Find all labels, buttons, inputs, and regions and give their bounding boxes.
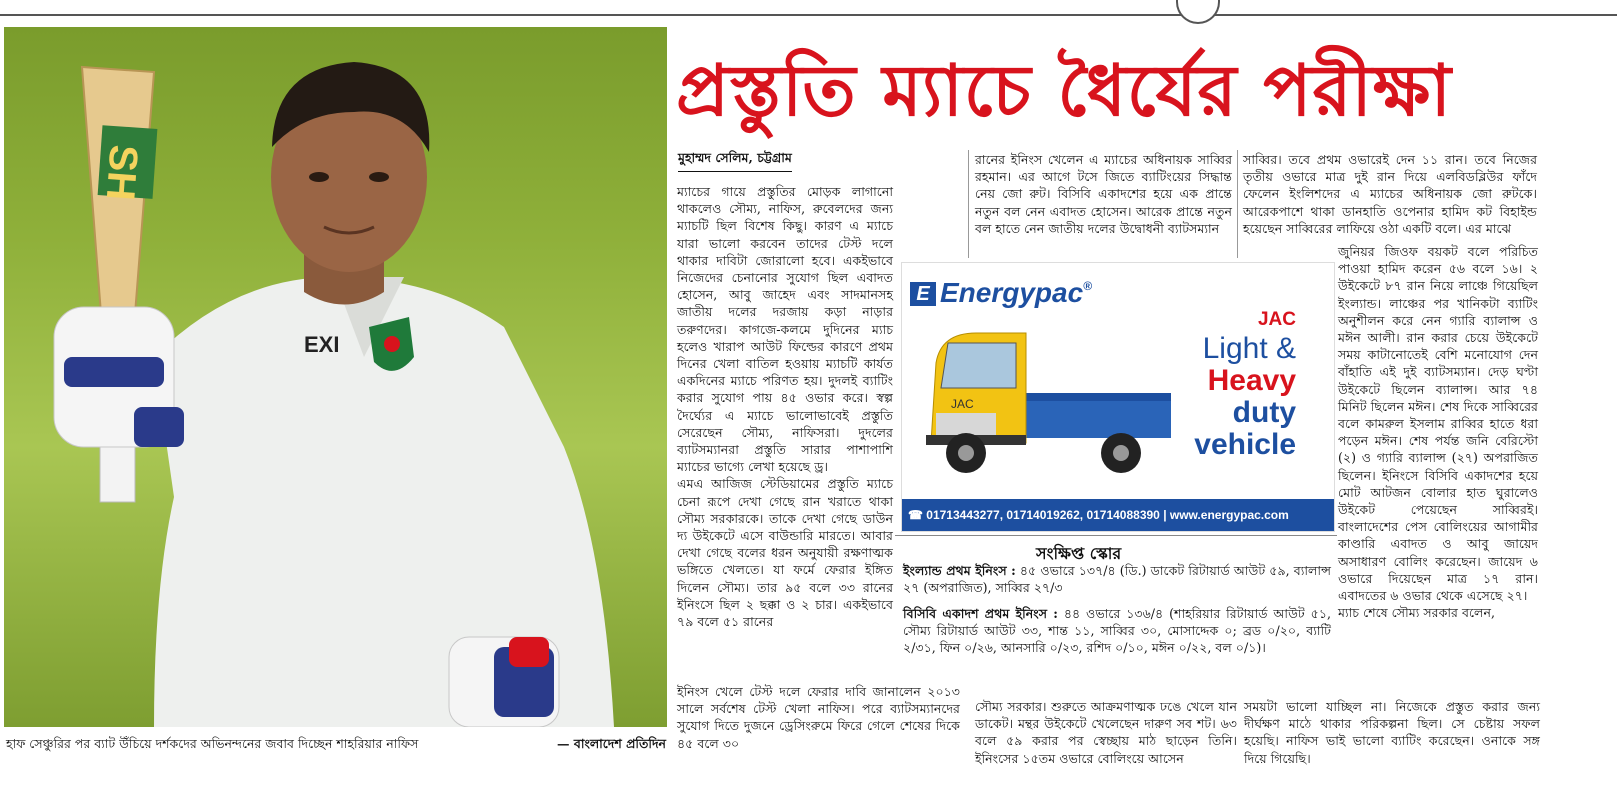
article-paragraph: সৌম্য সরকার। শুরুতে আক্রমণাত্মক ঢঙে খেলে যান ডাকেট। মন্থর উইকেটে খেলেছেন দারুণ সব শট। ৬৩ বলে ৫৯ করার পর স্বেচ্ছায় মাঠ ছাড়েন তিনি। ইনিংসের ১৫তম ওভারে বোলিংয়ে আসেন [975, 699, 1237, 766]
caption-text: হাফ সেঞ্চুরির পর ব্যাট উঁচিয়ে দর্শকদের অভিনন্দনের জবাব দিচ্ছেন শাহরিয়ার নাফিস [6, 736, 419, 751]
article-paragraph: ম্যাচ শেষে সৌম্য সরকার বলেন, [1338, 605, 1495, 621]
column-rule [1237, 150, 1238, 258]
article-column-1 [677, 183, 893, 630]
innings-label: ইংল্যান্ড প্রথম ইনিংস : [903, 563, 1016, 578]
brand-logo-icon: E [910, 282, 936, 306]
scorecard-title: সংক্ষিপ্ত স্কোর [1036, 544, 1122, 563]
ad-model: JAC [1257, 309, 1296, 330]
article-paragraph: ইনিংস খেলে টেস্ট দলে ফেরার দাবি জানালেন ২০১৩ সালে সর্বশেষ টেস্ট খেলা নাফিস। পরে ব্যাটসম্যানদের সুযোগ দিতে দুজনে ড্রেসিংরুমে ফিরে গেলে শেষের দিকে ৪৫ বলে ৩০ [677, 684, 960, 751]
ad-brand [910, 277, 1092, 309]
scorecard-innings-1 [903, 562, 1331, 596]
tagline-line-2: Heavy [1207, 364, 1296, 397]
energypac-advertisement[interactable] [901, 262, 1335, 532]
byline: মুহাম্মদ সেলিম, চট্টগ্রাম [678, 150, 792, 172]
article-paragraph: এমএ আজিজ স্টেডিয়ামের প্রস্তুতি ম্যাচে চেনা রূপে দেখা গেছে রান খরাতে থাকা সৌম্য সরকারকে। তাকে দেখা গেছে ডাউন দ্য উইকেটে এসে বাউন্ডারি মারতে। আবার দেখা গেছে বলের ধরন অনুযায়ী রক্ষণাত্মক ভঙ্গিতে খেলতে। যা ফর্মে ফেরার ইঙ্গিত দিলেন সৌম্য। তার ৯৫ বলে ৩৩ রানের ইনিংসে ছিল ২ ছক্কা ও ২ চার। একইভাবে ৭৯ বলে ৫১ রানের [677, 476, 893, 630]
article-column-3-bottom [1244, 698, 1540, 767]
article-paragraph: রানের ইনিংস খেলেন এ ম্যাচের অধিনায়ক সাব্বির রহমান। এর আগে টসে জিতে ব্যাটিংয়ের সিদ্ধান্ত নেয় জো রুট। বিসিবি একাদশের হয়ে এক প্রান্তে নতুন বল নেন এবাদত হোসেন। আরেক প্রান্তে নতুন বল হাতে নেন জাতীয় দলের উদ্বোধনী ব্যাটসম্যান [975, 152, 1232, 236]
ad-contact-bar[interactable]: ☎ 01713443277, 01714019262, 01714088390 | www.energypac.com [902, 499, 1334, 531]
article-column-3-top [1243, 151, 1537, 237]
top-rule [0, 14, 1617, 16]
ad-brand-name: Energypac [940, 277, 1084, 308]
headline: প্রস্তুতি ম্যাচে ধৈর্যের পরীক্ষা [676, 49, 1452, 132]
scorecard-innings-2 [903, 605, 1331, 656]
article-column-2-bottom [975, 698, 1237, 767]
article-column-1-bottom [677, 683, 960, 752]
tagline-line-4: vehicle [1194, 428, 1296, 461]
innings-label: বিসিবি একাদশ প্রথম ইনিংস : [903, 606, 1058, 621]
article-paragraph: ম্যাচের গায়ে প্রস্তুতির মোড়ক লাগানো থাকলেও সৌম্য, নাফিস, রুবেলদের জন্য ম্যাচটি ছিল বিশেষ কিছু। কারণ এ ম্যাচে যারা ভালো করবেন তাদের টেস্ট দলে থাকার দাবিটা জোরালো হবে। একইভাবে নিজেদের চেনানোর সুযোগ ছিল এবাদত হোসেন, আবু জাহেদ এবং সাদমানসহ জাতীয় দলের দরজায় কড়া নাড়ার তরুণদের। কাগজে-কলমে দুদিনের ম্যাচ হলেও খারাপ আউট ফিল্ডের কারণে প্রথম দিনের খেলা বাতিল হওয়ায় ম্যাচটি কার্যত একদিনের ম্যাচে পরিণত হয়। দুদলই ব্যাটিং করার সুযোগ পায় ৪৫ ওভার করে। স্বল্প দৈর্ঘ্যের এ ম্যাচে ভালোভাবেই প্রস্তুতি সেরেছেন সৌম্য, নাফিসরা। দুদলের ব্যাটসম্যানরা প্রস্তুতি সারার পাশাপাশি ম্যাচের ভাগ্যে লেখা হয়েছে ড্র। [677, 184, 893, 475]
top-rule-ornament [1176, 0, 1220, 24]
svg-text:EXI: EXI [304, 332, 340, 357]
article-paragraph: সময়টা ভালো যাচ্ছিল না। নিজেকে প্রস্তুত করার জন্য দীর্ঘক্ষণ মাঠে থাকার পরিকল্পনা ছিল। সে চেষ্টায় সফল হয়েছি। নাফিস ভাই ভালো ব্যাটিং করেছেন। ওনাকে সঙ্গ দিয়ে গিয়েছি। [1244, 699, 1540, 766]
photo-caption [6, 736, 666, 756]
innings-text: ৪৫ ওভারে ১৩৭/৪ (ডি.) ডাকেট রিটায়ার্ড আউট ৫৯, ব্যালান্স ২৭ (অপরাজিত), সাব্বির ২৭/৩ [903, 563, 1331, 595]
cricketer-illustration [4, 27, 667, 727]
svg-text:SH: SH [97, 143, 146, 202]
tagline-line-3: duty [1232, 396, 1296, 429]
innings-text: ৪৪ ওভারে ১৩৬/৪ (শাহরিয়ার রিটায়ার্ড আউট ৫১, সৌম্য রিটায়ার্ড আউট ৩৩, শান্ত ১১, সাব্বির ৩০, মোসাদ্দেক ০; ব্রড ০/২০, ব্যাটি ২/৩১, ফিন ০/২৬, আনসারি ০/২৩, রশিদ ০/১০, মঈন ০/২২, বল ০/১)। [903, 606, 1331, 655]
registered-mark: ® [1083, 279, 1093, 293]
caption-credit: — বাংলাদেশ প্রতিদিন [557, 736, 666, 751]
column-rule [968, 150, 969, 258]
article-photo [4, 27, 667, 727]
svg-text:JAC: JAC [951, 397, 974, 411]
truck-illustration [916, 323, 1176, 493]
ad-tagline [1194, 333, 1296, 461]
article-paragraph: জুনিয়র জিওফ বয়কট বলে পরিচিত পাওয়া হামিদ করেন ৫৬ বলে ১৬। ২ উইকেটে ৮৭ রান নিয়ে লাঞ্চে গিয়েছিল ইংল্যান্ড। লাঞ্চের পর খানিকটা ব্যাটিং অনুশীলন করে নেন গ্যারি ব্যালান্স ও মঈন আলী। রান করার চেয়ে উইকেটে সময় কাটানোতেই বেশি মনোযোগ দেন বাঁহাতি এই দুই ব্যাটসম্যান। দেড় ঘণ্টা উইকেটে ছিলেন ব্যালান্স। আর ৭৪ মিনিট ছিলেন মঈন। শেষ দিকে সাব্বিরের বলে কামরুল ইসলাম রাব্বির হাতে ধরা পড়েন মঈন। শেষ পর্যন্ত জনি বেরিস্টো (২) ও গ্যারি ব্যালান্স (২৭) অপরাজিত ছিলেন। ইনিংসে বিসিবি একাদশের হয়ে মোট আটজন বোলার হাত ঘুরালেও উইকেট পেয়েছেন সাব্বিরই। বাংলাদেশের পেস বোলিংয়ের আগামীর কাণ্ডারি এবাদত ও আবু জায়েদ অসাধারণ বোলিং করেছেন। জায়েদ ৬ ওভারে দিয়েছেন মাত্র ১৭ রান। এবাদতের ৬ ওভার থেকে এসেছে ২৭। [1338, 244, 1538, 604]
article-paragraph: সাব্বির। তবে প্রথম ওভারেই দেন ১১ রান। তবে নিজের তৃতীয় ওভারে মাত্র দুই রান দিয়ে এলবিডব্লিউর ফাঁদে ফেলেন ইংলিশদের এ ম্যাচের অধিনায়ক জো রুটকে। আরেকপাশে থাকা ডানহাতি ওপেনার হামিদ কট বিহাইন্ড হয়েছেন সাব্বিরের লাফিয়ে ওঠা একটি বলে। এর মাঝে [1243, 152, 1537, 236]
article-column-2-top [975, 151, 1232, 237]
article-column-3 [1338, 243, 1538, 621]
tagline-line-1: Light & [1202, 332, 1296, 365]
